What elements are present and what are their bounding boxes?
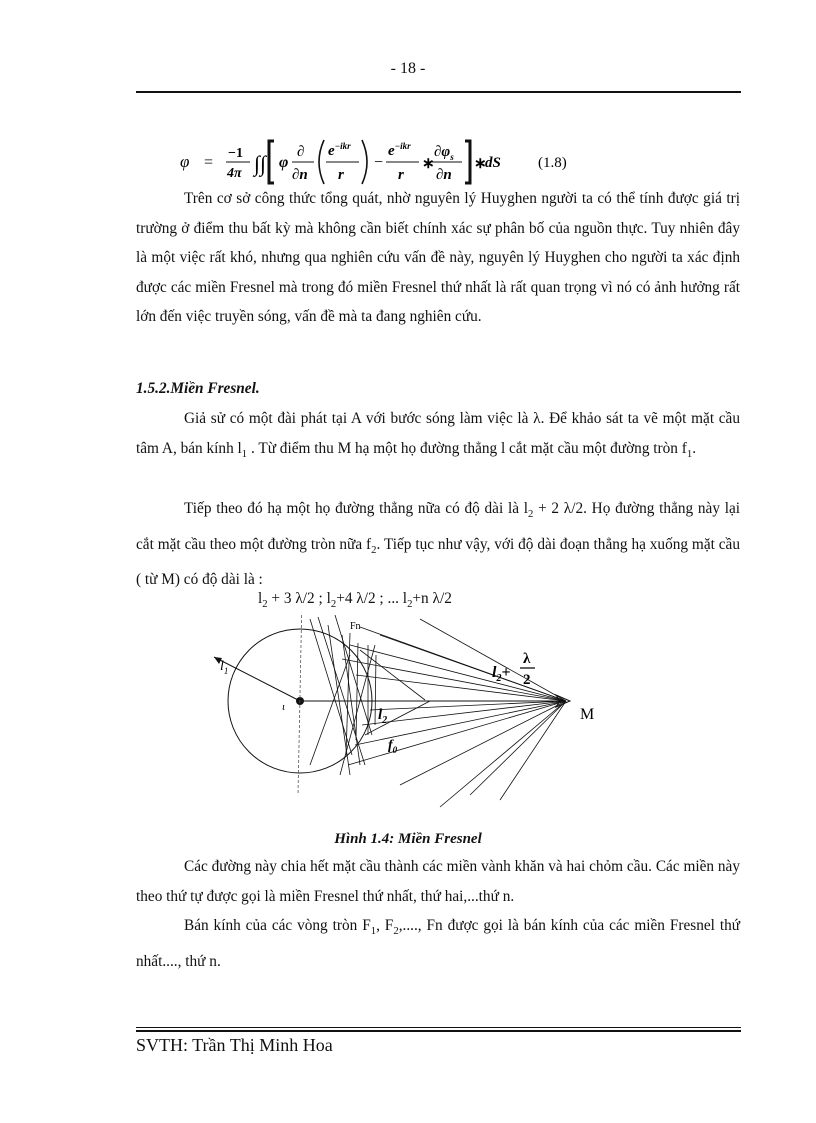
eq-paren-right bbox=[362, 140, 367, 184]
eq-exp2-den: r bbox=[398, 167, 404, 183]
eq-coef-den: 4π bbox=[227, 166, 242, 181]
header-rule bbox=[136, 91, 741, 93]
eq-times-2: ∗ bbox=[474, 156, 487, 172]
footer-rule-top bbox=[136, 1027, 741, 1028]
label-fn: Fn bbox=[350, 621, 361, 632]
eq-integral: ∫∫ bbox=[254, 151, 267, 176]
paragraph-radii: Bán kính của các vòng tròn $F_1$, $F_2$,...., Fn được gọi là bán kính của các miền Fresnel thứ nhất...., thứ n. bbox=[136, 917, 741, 970]
figure-caption: Hình 1.4: Miền Fresnel bbox=[334, 831, 482, 847]
label-l2-plus: $l_2+$ bbox=[492, 664, 511, 684]
footer-author: SVTH: Trần Thị Minh Hoa bbox=[136, 1035, 333, 1055]
eq-partial-num: ∂ bbox=[297, 144, 305, 160]
eq-exp2-num: $e^{-ikr}$ bbox=[388, 141, 411, 159]
fresnel-rays bbox=[310, 615, 566, 807]
label-l2: $l_2$ bbox=[378, 707, 388, 726]
eq-paren-left bbox=[319, 140, 324, 184]
eq-times-1: ∗ bbox=[422, 156, 435, 172]
section-heading-fresnel: 1.5.2.Miền Fresnel. bbox=[136, 380, 260, 397]
eq-dphi-num: $\partial\varphi_s$ bbox=[434, 144, 454, 162]
eq-exp-num: $e^{-ikr}$ bbox=[328, 141, 351, 159]
equation-1-8 bbox=[178, 135, 598, 187]
eq-minus: − bbox=[374, 154, 384, 171]
fresnel-figure bbox=[200, 615, 620, 810]
eq-bracket-left bbox=[269, 141, 274, 183]
label-lambda: λ bbox=[523, 651, 531, 667]
eq-number: (1.8) bbox=[538, 155, 567, 171]
eq-equals: = bbox=[204, 154, 214, 171]
eq-partial-den: ∂n bbox=[292, 167, 308, 183]
eq-lhs: φ bbox=[180, 152, 190, 171]
paragraph-huyghen: Trên cơ sở công thức tổng quát, nhờ nguyên lý Huyghen người ta có thể tính được giá trị trường ở điểm thu bất kỳ mà không cần biết chính xác sự phân bố của nguồn thực. Tuy nhiên đây là một việc rất khó, nhưng qua nghiên cứu vấn đề này, nguyên lý Huyghen cho người ta xác định được các miền Fresnel mà trong đó miền Fresnel thứ nhất là rất quan trọng vì nó có ảnh hưởng rất lớn đến việc truyền sóng, vấn đề mà ta đang nghiên cứu. bbox=[136, 190, 740, 325]
eq-exp-den: r bbox=[338, 167, 344, 183]
label-f0: $f_0$ bbox=[388, 738, 398, 755]
eq-phi: φ bbox=[279, 154, 289, 171]
paragraph-zones: Các đường này chia hết mặt cầu thành các miền vành khăn và hai chỏm cầu. Các miền này theo thứ tự được gọi là miền Fresnel thứ nhất, thứ hai,...thứ n. bbox=[136, 858, 740, 905]
radius-l1-arrow bbox=[214, 657, 300, 701]
eq-coef-num: −1 bbox=[228, 146, 243, 161]
label-center: ι bbox=[282, 701, 286, 713]
vertical-dashed bbox=[298, 615, 302, 795]
label-l1: $l_1$ bbox=[220, 659, 229, 676]
label-two: 2 bbox=[523, 672, 531, 688]
page-number: - 18 - bbox=[390, 60, 426, 77]
footer-rule-bottom bbox=[136, 1030, 741, 1032]
eq-dS: dS bbox=[485, 155, 501, 171]
eq-bracket-right bbox=[465, 141, 470, 183]
label-receiver-m: M bbox=[580, 706, 595, 723]
eq-dphi-den: ∂n bbox=[436, 167, 452, 183]
paragraph-family-lines: Tiếp theo đó hạ một họ đường thẳng nữa có độ dài là $l_2 + 2$ λ/2. Họ đường thẳng này lại cắt mặt cầu theo một đường tròn nữa $f_2$. Tiếp tục như vậy, với độ dài đoạn thẳng hạ xuống mặt cầu ( từ M) có độ dài là : bbox=[136, 500, 741, 589]
paragraph-source-sphere: Giả sử có một đài phát tại A với bước sóng làm việc là λ. Để khảo sát ta vẽ một mặt cầu tâm A, bán kính $l_1$ . Từ điểm thu M hạ một họ đường thẳng l cắt mặt cầu một đường tròn $f_1$. bbox=[136, 410, 740, 460]
lengths-sequence: $l_2 + 3$ λ/2 ; $l_2+4$ λ/2 ; ... $l_2+n$ λ/2 bbox=[258, 590, 452, 611]
